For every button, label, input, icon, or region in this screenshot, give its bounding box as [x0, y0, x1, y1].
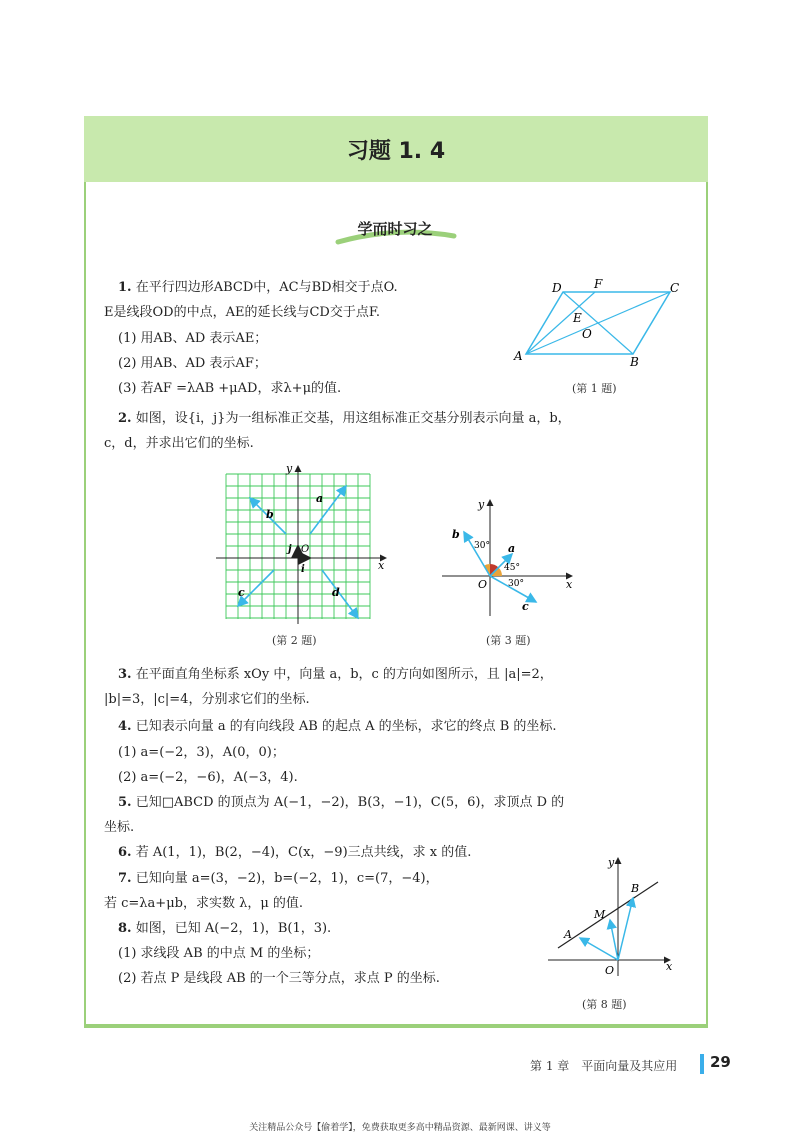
problem-8-sub1: (1) 求线段 AB 的中点 M 的坐标； [118, 946, 320, 961]
fig3-label-b: b [452, 528, 460, 541]
section-banner [330, 212, 460, 248]
problem-8-line1: 8. 如图，已知 A(−2，1)，B(1，3). [118, 921, 332, 936]
problem-7-line1: 7. 已知向量 a=(3，−2)，b=(−2，1)，c=(7，−4)， [118, 871, 439, 886]
figure-1-parallelogram [510, 276, 690, 376]
problem-3-line1: 3. 在平面直角坐标系 xOy 中，向量 a，b，c 的方向如图所示，且 |a|=2， [118, 667, 553, 682]
fig1-label-A: A [514, 349, 523, 363]
figure-1-caption: (第 1 题) [572, 382, 617, 395]
fig3-label-y: y [478, 498, 485, 511]
fig1-label-B: B [630, 355, 639, 369]
problem-4-sub2: (2) a=(−2，−6)，A(−3，4). [118, 770, 298, 785]
problem-2-line1: 2. 如图，设{i，j}为一组标准正交基，用这组标准正交基分别表示向量 a，b， [118, 411, 571, 426]
problem-3-line2: |b|=3，|c|=4，分别求它们的坐标. [104, 692, 310, 707]
problem-5-line1: 5. 已知□ABCD 的顶点为 A(−1，−2)，B(3，−1)，C(5，6)，求顶点 D 的 [118, 795, 565, 810]
fig8-label-x: x [666, 960, 673, 973]
fig1-label-F: F [594, 277, 603, 291]
problem-8-sub2: (2) 若点 P 是线段 AB 的一个三等分点，求点 P 的坐标. [118, 971, 440, 986]
fig3-label-x: x [566, 578, 573, 591]
fig3-label-O: O [478, 578, 488, 591]
problem-1-line2: E是线段OD的中点，AE的延长线与CD交于点F. [104, 305, 380, 320]
problem-1-sub2: (2) 用AB、AD 表示AF； [118, 356, 267, 371]
exercise-header [84, 116, 708, 182]
page-number: 29 [710, 1053, 731, 1071]
problem-4-line1: 4. 已知表示向量 a 的有向线段 AB 的起点 A 的坐标，求它的终点 B 的坐标. [118, 719, 557, 734]
fig8-label-B: B [631, 882, 640, 895]
fig2-label-c: c [238, 586, 245, 599]
fig2-label-a: a [316, 492, 324, 505]
problem-1-sub3: (3) 若AF =λAB +μAD，求λ+μ的值. [118, 381, 342, 396]
fig1-label-D: D [552, 281, 562, 295]
fig1-label-C: C [670, 281, 680, 295]
figure-8-line [548, 856, 688, 980]
figure-3-vectors [440, 498, 580, 618]
section-title: 学而时习之 [357, 220, 433, 238]
fig3-label-a: a [508, 542, 516, 555]
figure-2-grid [216, 464, 396, 634]
fig2-label-d: d [332, 586, 340, 599]
fig8-label-y: y [608, 856, 615, 869]
fig8-label-O: O [605, 964, 615, 977]
problem-1-sub1: (1) 用AB、AD 表示AE； [118, 331, 268, 346]
fig3-label-c: c [522, 600, 529, 613]
fig1-label-O: O [582, 327, 592, 341]
figure-3-caption: (第 3 题) [486, 634, 531, 647]
fig3-angle-c: 30° [508, 579, 524, 589]
footer-note: 关注精品公众号【偷着学】，免费获取更多高中精品资源、最新网课、讲义等 [249, 1123, 551, 1133]
problem-2-line2: c，d，并求出它们的坐标. [104, 436, 254, 451]
footer-chapter: 第 1 章 平面向量及其应用 [530, 1059, 678, 1073]
fig3-angle-a: 45° [504, 563, 520, 573]
fig2-label-O: O [301, 544, 310, 555]
fig2-label-i: i [301, 564, 305, 575]
exercise-title: 习题 1. 4 [346, 139, 446, 164]
problem-1-line1: 1. 在平行四边形ABCD中，AC与BD相交于点O. [118, 280, 398, 295]
figure-2-caption: (第 2 题) [272, 634, 317, 647]
problem-6-line1: 6. 若 A(1，1)，B(2，−4)，C(x，−9)三点共线，求 x 的值. [118, 845, 472, 860]
fig2-label-x: x [378, 559, 385, 572]
fig2-label-b: b [266, 508, 274, 521]
footer-accent-bar [700, 1054, 704, 1074]
figure-8-caption: (第 8 题) [582, 998, 627, 1011]
problem-5-line2: 坐标. [104, 820, 135, 835]
problem-7-line2: 若 c=λa+μb，求实数 λ，μ 的值. [104, 896, 304, 911]
fig8-label-M: M [594, 908, 606, 921]
fig1-label-E: E [573, 311, 582, 325]
fig3-angle-b: 30° [474, 541, 490, 551]
fig2-label-y: y [286, 462, 293, 475]
fig2-label-j: j [288, 544, 292, 555]
fig8-label-A: A [564, 928, 572, 941]
problem-4-sub1: (1) a=(−2，3)，A(0，0)； [118, 745, 285, 760]
